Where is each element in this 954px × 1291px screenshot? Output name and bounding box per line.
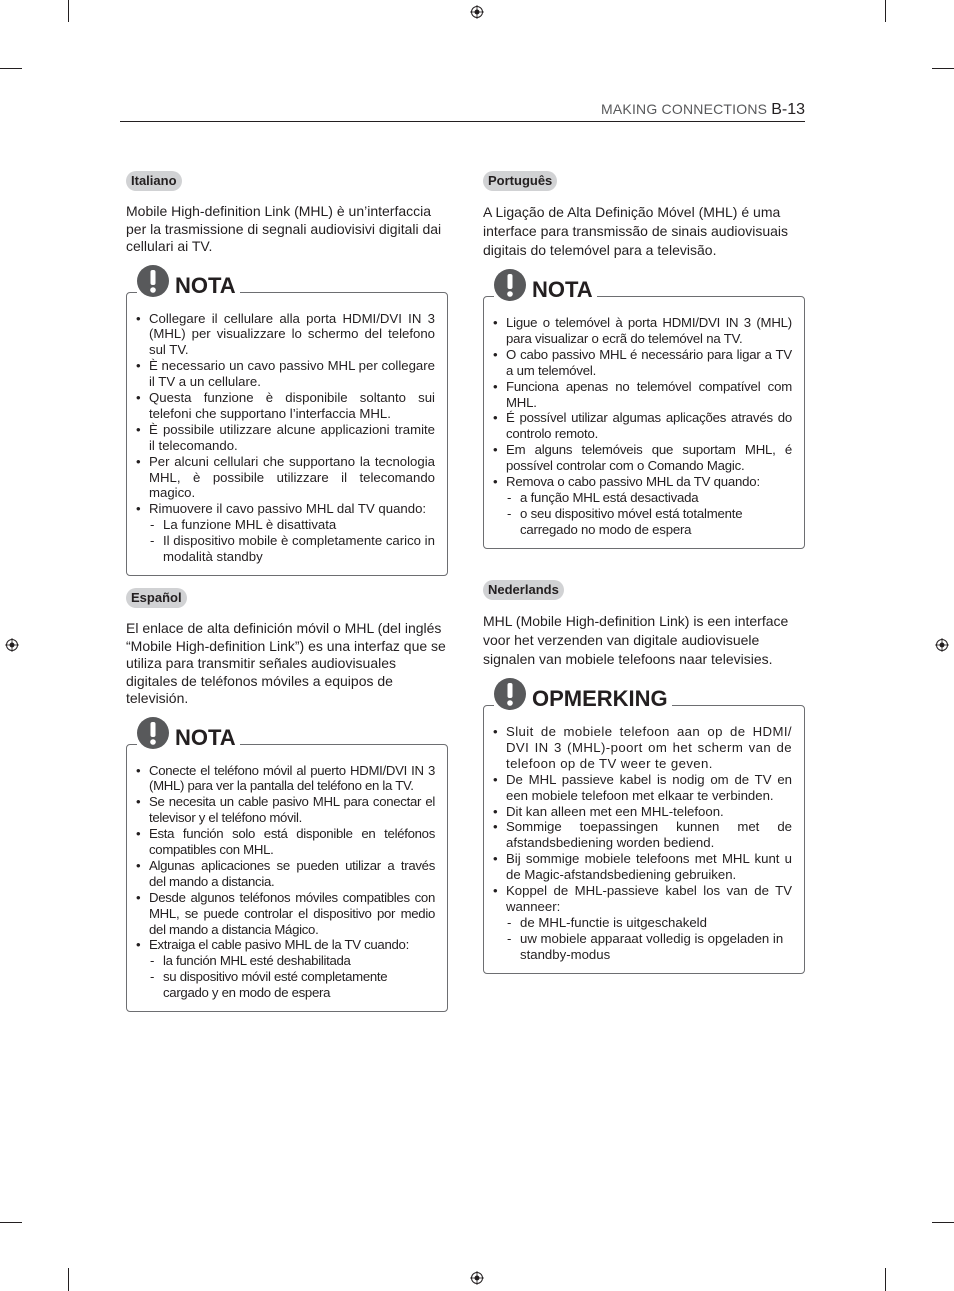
language-label: Português [483, 171, 557, 191]
list-item: • Esta función solo está disponible en teléfonos compatibles con MHL. [135, 826, 435, 858]
list-item: • Sommige toepassingen kunnen met de afstandsbediening worden bediend. [492, 819, 792, 851]
list-item-text: Remova o cabo passivo MHL da TV quando: [506, 474, 760, 490]
intro-text: El enlace de alta definición móvil o MHL (del inglés “Mobile High-definition Link”) es una interfaz que se utiliza para transmitir señales audiovisuales digitales de teléfonos móviles a equipos de televisión. [126, 620, 446, 706]
exclamation-icon [494, 269, 526, 301]
list-item [492, 883, 792, 963]
list-item [492, 474, 792, 538]
intro-text: Mobile High-definition Link (MHL) è un’interfaccia per la trasmissione di segnali audiovisivi digitali dai cellulari ai TV. [126, 203, 442, 254]
list-item: • Ligue o telemóvel à porta HDMI/DVI IN 3 (MHL) para visualizar o ecrã do telemóvel na TV. [492, 315, 792, 347]
list-item: • Dit kan alleen met een MHL-telefoon. [492, 804, 792, 820]
registration-mark-icon [470, 1271, 484, 1285]
list-item: • Collegare il cellulare alla porta HDMI/DVI IN 3 (MHL) per visualizzare lo schermo del telefono sul TV. [135, 311, 435, 359]
crop-mark [0, 68, 22, 69]
section-espanol [126, 588, 448, 1012]
list-item: • Questa funzione è disponibile soltanto sui telefoni che supportano l’interfaccia MHL. [135, 390, 435, 422]
sub-list [149, 953, 435, 1001]
section-italiano [126, 171, 448, 576]
exclamation-icon [494, 678, 526, 710]
sub-list-item: - a função MHL está desactivada [506, 490, 792, 506]
note-box [126, 724, 448, 1013]
note-list [135, 763, 435, 1002]
language-label: Español [126, 588, 187, 608]
note-list [135, 311, 435, 566]
note-box [483, 686, 805, 974]
section-nederlands [483, 580, 805, 974]
note-header [494, 678, 672, 710]
crop-mark [68, 0, 69, 22]
list-item: • Em alguns telemóveis que suportam MHL, é possível controlar com o Comando Magic. [492, 442, 792, 474]
list-item: • Desde algunos teléfonos móviles compatibles con MHL, se puede controlar el dispositivo por medio del mando a distancia Mágico. [135, 890, 435, 938]
note-box [126, 272, 448, 577]
list-item: • Se necesita un cable pasivo MHL para conectar el televisor y el teléfono móvil. [135, 794, 435, 826]
list-item-text: Koppel de MHL-passieve kabel los van de TV wanneer: [506, 883, 792, 914]
list-item: • Algunas aplicaciones se pueden utilizar a través del mando a distancia. [135, 858, 435, 890]
sub-list [506, 490, 792, 538]
note-box [483, 277, 805, 549]
list-item: • È possibile utilizzare alcune applicazioni tramite il telecomando. [135, 422, 435, 454]
list-item [135, 501, 435, 565]
language-label: Italiano [126, 171, 182, 191]
list-item: • Conecte el teléfono móvil al puerto HDMI/DVI IN 3 (MHL) para ver la pantalla del teléfono en la TV. [135, 763, 435, 795]
note-title: NOTA [175, 272, 236, 298]
list-item: • É possível utilizar algumas aplicações através do controlo remoto. [492, 410, 792, 442]
intro-text: A Ligação de Alta Definição Móvel (MHL) é uma interface para transmissão de sinais audiovisuais digitais do telemóvel para a televisão. [483, 204, 789, 258]
note-list [492, 724, 792, 963]
sub-list-item: - o seu dispositivo móvel está totalmente carregado no modo de espera [506, 506, 792, 538]
registration-mark-icon [470, 5, 484, 19]
header-rule [120, 121, 805, 122]
exclamation-icon [137, 717, 169, 749]
list-item-text: Rimuovere il cavo passivo MHL dal TV quando: [149, 501, 427, 517]
crop-mark [885, 1268, 886, 1291]
registration-mark-icon [5, 638, 19, 652]
note-list [492, 315, 792, 538]
sub-list-item: - de MHL-functie is uitgeschakeld [506, 915, 792, 931]
note-header [137, 717, 240, 749]
exclamation-icon [137, 265, 169, 297]
list-item: • De MHL passieve kabel is nodig om de TV en een mobiele telefoon met elkaar te verbinden. [492, 772, 792, 804]
list-item: • Per alcuni cellulari che supportano la tecnologia MHL, è possibile utilizzare il telecomando magico. [135, 454, 435, 502]
note-header [137, 265, 240, 297]
sub-list [149, 517, 435, 565]
registration-mark-icon [935, 638, 949, 652]
list-item: • È necessario un cavo passivo MHL per collegare il TV a un cellulare. [135, 358, 435, 390]
crop-mark [68, 1268, 69, 1291]
intro-text: MHL (Mobile High-definition Link) is een interface voor het verzenden van digitale audiovisuele signalen van mobiele telefoons naar televisies. [483, 613, 789, 667]
note-title: NOTA [532, 277, 593, 302]
crop-mark [932, 1222, 954, 1223]
sub-list [506, 915, 792, 963]
language-label: Nederlands [483, 580, 564, 600]
list-item: • Funciona apenas no telemóvel compatível com MHL. [492, 379, 792, 411]
sub-list-item: - su dispositivo móvil esté completamente cargado y en modo de espera [149, 969, 435, 1001]
sub-list-item: - Il dispositivo mobile è completamente carico in modalità standby [149, 533, 435, 565]
note-title: OPMERKING [532, 686, 668, 711]
note-header [494, 269, 597, 301]
crop-mark [0, 1222, 22, 1223]
crop-mark [932, 68, 954, 69]
list-item: • O cabo passivo MHL é necessário para ligar a TV a um telemóvel. [492, 347, 792, 379]
sub-list-item: - la función MHL esté deshabilitada [149, 953, 435, 969]
list-item [135, 937, 435, 1001]
crop-mark [885, 0, 886, 22]
sub-list-item: - uw mobiele apparaat volledig is opgeladen in standby-modus [506, 931, 792, 963]
list-item: • Sluit de mobiele telefoon aan op de HDMI/ DVI IN 3 (MHL)-poort om het scherm van de telefoon op de TV weer te geven. [492, 724, 792, 772]
section-title: MAKING CONNECTIONS [601, 101, 768, 117]
section-portugues [483, 171, 805, 549]
note-title: NOTA [175, 724, 236, 750]
list-item-text: Extraiga el cable pasivo MHL de la TV cuando: [149, 937, 409, 953]
list-item: • Bij sommige mobiele telefoons met MHL kunt u de Magic-afstandsbediening gebruiken. [492, 851, 792, 883]
page-number: B-13 [771, 101, 805, 118]
sub-list-item: - La funzione MHL è disattivata [149, 517, 435, 533]
page-header [560, 101, 805, 119]
